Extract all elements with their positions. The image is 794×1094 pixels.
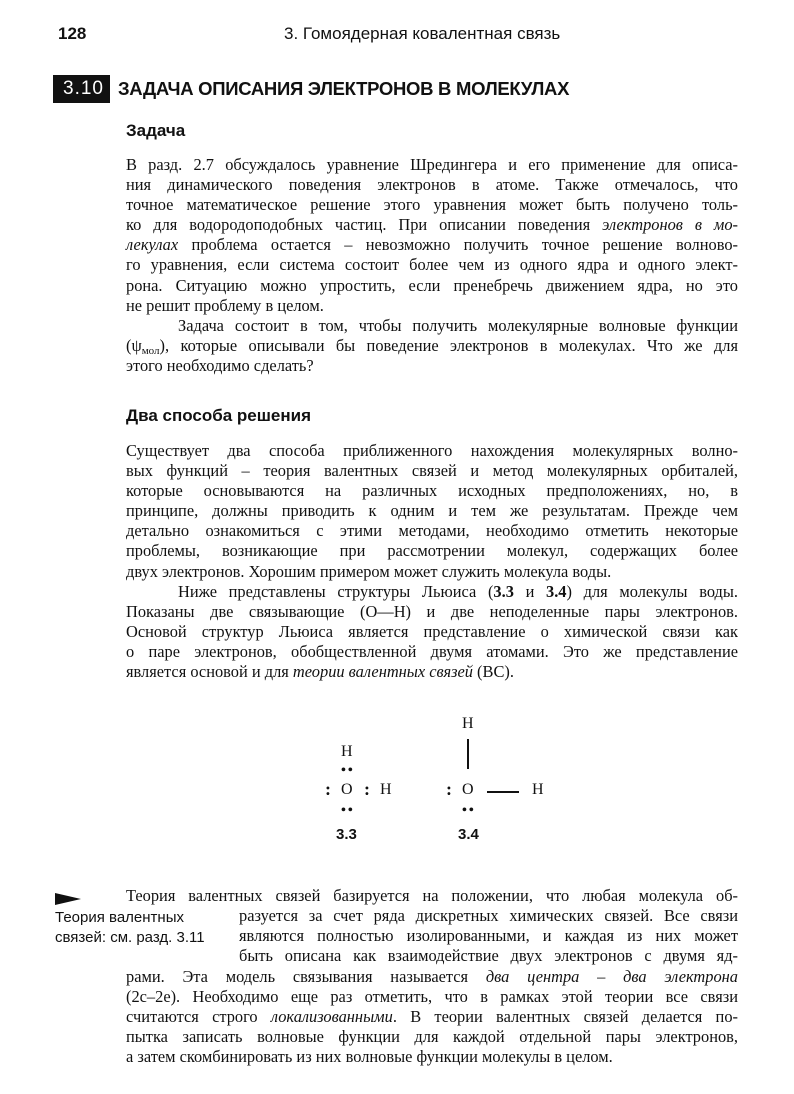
text-line: Существует два способа приближенного нахождения молекулярных волно-: [126, 441, 738, 460]
text-line: являются полностью изолированными, и каждая из них может: [239, 926, 738, 946]
s33-bond-pair: :: [364, 779, 370, 799]
paragraph-methods-2: [126, 582, 738, 682]
text-span: ко для водородоподобных частиц. При описании поведения: [126, 215, 603, 235]
text-span: ) для молекулы воды.: [566, 582, 738, 601]
text-span: Ниже представлены структуры Льюиса (: [178, 582, 494, 601]
paragraph-vb-rest: [126, 967, 738, 1067]
s33-left-lone-pair: :: [325, 779, 331, 799]
text-line: [126, 967, 738, 987]
emphasis-text: два центра – два электрона: [485, 967, 738, 986]
psi-symbol: (ψ: [126, 336, 142, 356]
s34-oxygen: O: [462, 781, 474, 798]
s33-oxygen: O: [341, 781, 353, 798]
text-line: [126, 582, 738, 602]
emphasis-text: локализованными: [270, 1007, 393, 1027]
text-line: которые основываются на различных исходных предположениях, но, в: [126, 481, 738, 501]
section-title: ЗАДАЧА ОПИСАНИЯ ЭЛЕКТРОНОВ В МОЛЕКУЛАХ: [117, 78, 570, 99]
s34-top-hydrogen: H: [462, 715, 474, 732]
text-line: [126, 215, 738, 235]
structure-ref-3-3: 3.3: [493, 582, 514, 601]
text-line: точное математическое решение этого уравнения может быть получено толь-: [126, 195, 738, 215]
text-line: двух электронов. Хорошим примером может служить молекула воды.: [126, 561, 612, 581]
text-span: является основой и для: [126, 662, 293, 682]
s34-bottom-lone-pair: ••: [462, 803, 476, 818]
paragraph-vb-first-line: [126, 886, 738, 906]
emphasis-text: лекулах: [126, 235, 179, 255]
subsection-title-two-methods: Два способа решения: [126, 406, 312, 425]
paragraph-task-2: [126, 316, 738, 376]
s34-vertical-bond: [467, 739, 469, 769]
text-line: (2c–2e). Необходимо еще раз отметить, что в рамках этой теории все связи: [126, 987, 738, 1007]
text-line: Задача состоит в том, чтобы получить молекулярные волновые функции: [178, 316, 738, 335]
text-line: разуется за счет ряда дискретных химических связей. Все связи: [239, 906, 738, 925]
text-line: проблемы, возникающие при рассмотрении молекул, содержащих более: [126, 541, 738, 561]
text-span: проблема остается – невозможно получить точное решение волново-: [178, 235, 738, 255]
text-span: считаются строго: [126, 1007, 271, 1027]
text-line: детально ознакомиться с этими методами, необходимо отметить некоторые: [126, 521, 738, 541]
text-line: рона. Ситуацию можно упростить, если пренебречь движением ядра, но это: [126, 275, 738, 295]
text-line: не решит проблему в целом.: [126, 295, 324, 315]
text-line: [126, 662, 738, 682]
subsection-title-task: Задача: [126, 121, 186, 140]
text-span: ), которые описывали бы поведение электронов в молекулах. Что же для: [159, 336, 738, 356]
margin-note-line: связей: см. разд. 3.11: [55, 929, 205, 946]
s33-right-hydrogen: H: [380, 781, 392, 798]
text-line: [126, 235, 738, 255]
text-line: быть описана как взаимодействие двух электронов с двумя яд-: [239, 946, 738, 966]
emphasis-text: теории валентных связей: [292, 662, 473, 682]
margin-note-cross-reference: [55, 908, 235, 948]
text-span: и: [513, 582, 546, 601]
running-head: [58, 24, 738, 48]
structure-ref-3-4: 3.4: [546, 582, 567, 601]
text-line: принципе, должны приводить к одним и тем же результатам. Прежде чем: [126, 501, 738, 521]
lewis-structures-figure: [320, 705, 580, 845]
text-line: ния динамического поведения электронов в атоме. Также отмечалось, что: [126, 175, 738, 195]
text-line: Основой структур Льюиса является представление о химической связи как: [126, 622, 738, 642]
paragraph-vb-wrapped: [239, 906, 738, 966]
text-span: . В теории валентных связей делается по-: [392, 1007, 738, 1027]
text-span: (ВС).: [472, 662, 514, 682]
s34-left-lone-pair: :: [446, 779, 452, 799]
page-number: 128: [58, 24, 87, 43]
section-heading: [53, 72, 569, 106]
s33-top-lone-pair: ••: [341, 763, 355, 778]
structure-label-3-3: 3.3: [336, 826, 357, 843]
margin-note-line: Теория валентных: [55, 909, 184, 926]
text-line: вых функций – теория валентных связей и метод молекулярных орбиталей,: [126, 461, 738, 481]
chapter-title: 3. Гомоядерная ковалентная связь: [284, 24, 561, 43]
text-line: [126, 1007, 738, 1027]
s33-bottom-lone-pair: ••: [341, 803, 355, 818]
emphasis-text: электронов в мо-: [602, 215, 738, 235]
text-line: этого необходимо сделать?: [126, 356, 314, 376]
text-line: Показаны две связывающие (O—H) и две неподеленные пары электронов.: [126, 602, 738, 622]
text-span: рами. Эта модель связывания называется: [126, 967, 486, 986]
structure-label-3-4: 3.4: [458, 826, 479, 843]
psi-subscript: мол: [141, 345, 160, 358]
text-line: пытка записать волновые функции для каждой отдельной пары электронов,: [126, 1027, 738, 1047]
s34-horizontal-bond: [487, 791, 519, 793]
paragraph-methods-1: [126, 441, 738, 582]
text-line: В разд. 2.7 обсуждалось уравнение Шредингера и его применение для описа-: [126, 155, 738, 174]
text-line: [126, 336, 738, 356]
text-line: о паре электронов, обобществленной двумя атомами. Это же представление: [126, 642, 738, 662]
arrow-right-icon: [55, 893, 81, 905]
s33-top-hydrogen: H: [341, 743, 353, 760]
text-line: Теория валентных связей базируется на положении, что любая молекула об-: [126, 886, 738, 905]
text-line: а затем скомбинировать из них волновые функции молекулы в целом.: [126, 1047, 613, 1067]
s34-right-hydrogen: H: [532, 781, 544, 798]
section-number-badge: 3.10: [53, 75, 110, 103]
text-line: го уравнения, если система состоит более чем из одного ядра и одного элект-: [126, 255, 738, 275]
paragraph-task-1: [126, 155, 738, 316]
